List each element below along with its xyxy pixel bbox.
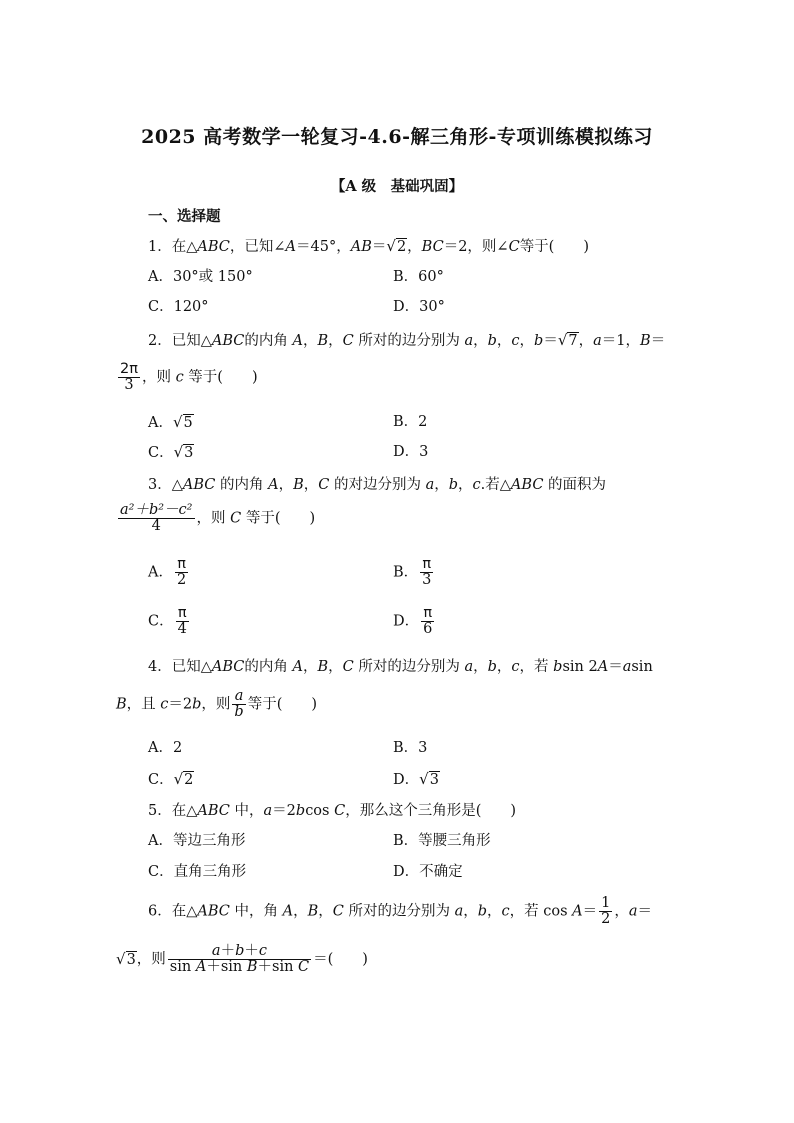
q2-option-c[interactable]: C．√3 [148, 443, 194, 461]
q4-option-d[interactable]: D．√3 [393, 770, 439, 788]
fraction-one-half: $\frac{1}{2}$ [601, 895, 611, 928]
section-heading: 一、选择题 [148, 208, 221, 225]
q4-option-a[interactable]: A．2 [148, 740, 183, 756]
q1-option-c[interactable]: C．120° [148, 299, 209, 315]
question-2-line-1: 2．已知△ABC的内角 A，B，C 所对的边分别为 a，b，c，b＝√7，a＝1，B＝ [148, 331, 666, 349]
q5-option-c[interactable]: C．直角三角形 [148, 864, 247, 880]
q4-option-b[interactable]: B．3 [393, 740, 428, 756]
fraction-area: $\frac{\text{a²＋b²－c²}}{4}$ [120, 502, 193, 535]
q5-option-a[interactable]: A．等边三角形 [148, 833, 246, 849]
question-6-line-2: √3，则 $\frac{a+b+c}{\text{sin A＋sin B＋sin C}}$ ＝( ) [116, 943, 368, 976]
fraction-a-over-b: $\frac{a}{b}$ [234, 688, 244, 721]
question-4-line-2: B，且 c＝2b，则 $\frac{a}{b}$ 等于( ) [116, 688, 318, 721]
question-3-line-2: $\frac{\text{a²＋b²－c²}}{4}$ ，则 C 等于( ) [120, 502, 316, 535]
q4-option-c[interactable]: C．√2 [148, 770, 194, 788]
q2-option-b[interactable]: B．2 [393, 414, 428, 430]
level-heading: 【A 级 基础巩固】 [330, 178, 464, 195]
q3-option-a[interactable]: A． $\frac{\pi}{2}$ [148, 556, 187, 589]
q1-option-d[interactable]: D．30° [393, 299, 445, 315]
question-1: 1．在△ABC，已知∠A＝45°，AB＝√2，BC＝2，则∠C等于( ) [148, 237, 590, 255]
question-5: 5．在△ABC 中，a＝2bcos C，那么这个三角形是( ) [148, 803, 517, 819]
question-2-line-2: $\frac{2\pi}{3}$ ，则 c 等于( ) [120, 361, 258, 394]
q5-option-b[interactable]: B．等腰三角形 [393, 833, 491, 849]
page-title: 2025 高考数学一轮复习-4.6-解三角形-专项训练模拟练习 [141, 126, 653, 148]
q1-option-b[interactable]: B．60° [393, 269, 444, 285]
q2-option-d[interactable]: D．3 [393, 444, 429, 460]
question-4-line-1: 4．已知△ABC的内角 A，B，C 所对的边分别为 a，b，c，若 bsin 2A＝asin [148, 659, 653, 675]
sqrt-2: √2 [386, 237, 407, 255]
sqrt-7: √7 [557, 331, 578, 349]
q5-option-d[interactable]: D．不确定 [393, 864, 463, 880]
question-6-line-1: 6．在△ABC 中，角 A，B，C 所对的边分别为 a，b，c，若 cos A＝ $\frac{1}{2}$ ，a＝ [148, 895, 653, 928]
q3-option-c[interactable]: C． $\frac{\pi}{4}$ [148, 605, 187, 638]
fraction-sum-over-sines: $\frac{a+b+c}{\text{sin A＋sin B＋sin C}}$ [169, 943, 310, 976]
q1-option-a[interactable]: A．30°或 150° [148, 269, 253, 285]
question-3-line-1: 3．△ABC 的内角 A，B，C 的对边分别为 a，b，c.若△ABC 的面积为 [148, 477, 607, 493]
q2-option-a[interactable]: A．√5 [148, 413, 193, 431]
q3-option-d[interactable]: D． $\frac{\pi}{6}$ [393, 605, 433, 638]
fraction-2pi-over-3: $\frac{2\pi}{3}$ [120, 361, 138, 394]
q3-option-b[interactable]: B． $\frac{\pi}{3}$ [393, 556, 432, 589]
sqrt-3: √3 [116, 949, 136, 968]
